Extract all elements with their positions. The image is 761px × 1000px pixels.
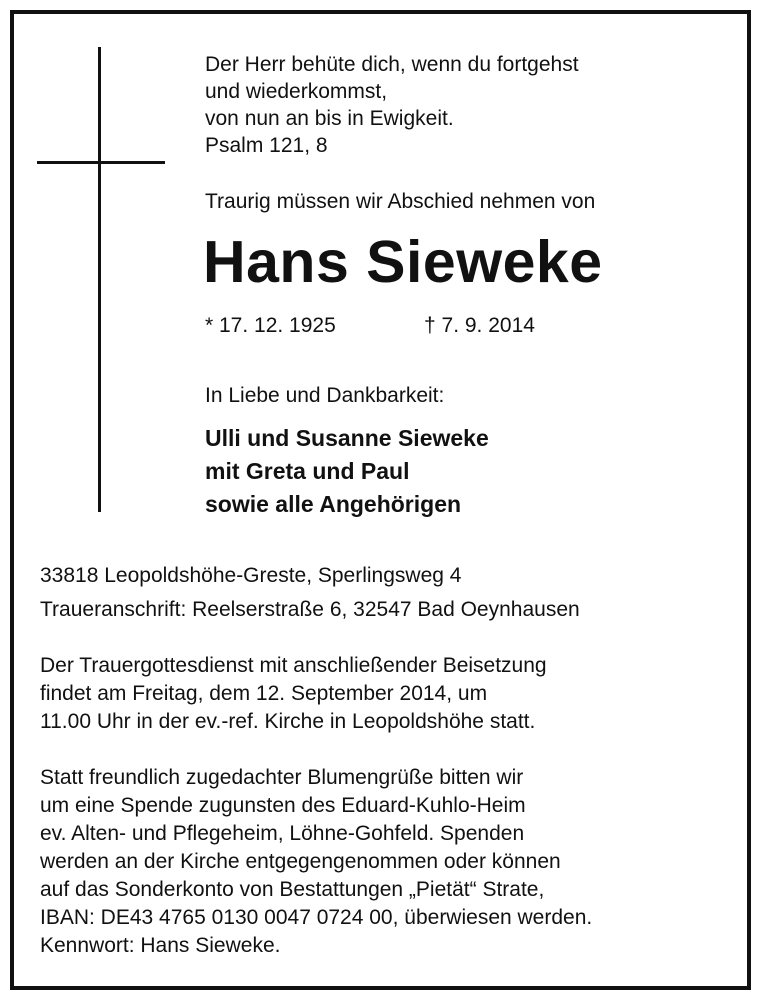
donation-line: werden an der Kirche entgegengenommen oder können [40,850,561,873]
mourner-line: sowie alle Angehörigen [205,491,462,517]
home-address: 33818 Leopoldshöhe-Greste, Sperlingsweg 4 [40,564,462,587]
cross-icon-horizontal [37,161,165,164]
mourners-intro: In Liebe und Dankbarkeit: [205,384,445,407]
donation-info [40,764,592,960]
mourning-address: Traueranschrift: Reelserstraße 6, 32547 Bad Oeynhausen [40,598,580,621]
service-line: 11.00 Uhr in der ev.-ref. Kirche in Leopoldshöhe statt. [40,710,536,733]
donation-line: Kennwort: Hans Sieweke. [40,934,281,957]
donation-line: Statt freundlich zugedachter Blumengrüße bitten wir [40,766,524,789]
cross-icon-vertical [98,47,101,512]
donation-line: IBAN: DE43 4765 0130 0047 0724 00, überwiesen werden. [40,906,593,929]
farewell-intro: Traurig müssen wir Abschied nehmen von [205,190,596,213]
donation-line: um eine Spende zugunsten des Eduard-Kuhlo-Heim [40,794,526,817]
death-date: † 7. 9. 2014 [424,314,535,337]
donation-line: ev. Alten- und Pflegeheim, Löhne-Gohfeld. Spenden [40,822,525,845]
service-line: findet am Freitag, dem 12. September 2014, um [40,682,488,705]
psalm-reference: Psalm 121, 8 [205,134,328,157]
donation-line: auf das Sonderkonto von Bestattungen „Pietät“ Strate, [40,878,545,901]
service-line: Der Trauergottesdienst mit anschließender Beisetzung [40,654,547,677]
birth-date: * 17. 12. 1925 [205,314,336,337]
mourners-list [205,422,489,521]
mourner-line: mit Greta und Paul [205,458,410,484]
psalm-line: und wiederkommst, [205,80,388,103]
psalm-line: Der Herr behüte dich, wenn du fortgehst [205,53,579,76]
deceased-name: Hans Sieweke [203,229,603,295]
mourner-line: Ulli und Susanne Sieweke [205,425,489,451]
psalm-line: von nun an bis in Ewigkeit. [205,107,454,130]
psalm-verse [205,51,579,159]
service-info [40,652,547,736]
